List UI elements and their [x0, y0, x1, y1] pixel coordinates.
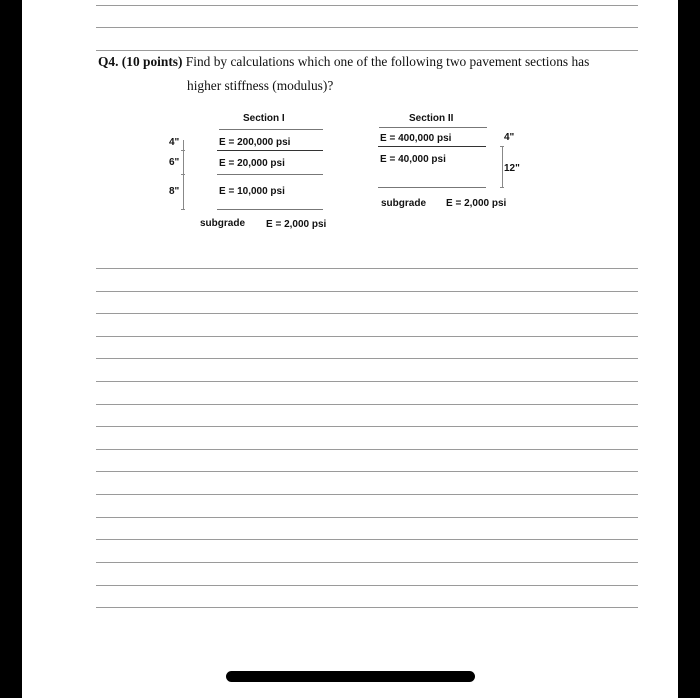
- ruled-line: [96, 494, 638, 495]
- section-1-layer-1: E = 200,000 psi: [219, 137, 291, 148]
- question-line-2: higher stiffness (modulus)?: [187, 78, 334, 93]
- ruled-line: [96, 471, 638, 472]
- section-1-subgrade-modulus: E = 2,000 psi: [266, 219, 327, 230]
- ruled-line: [96, 358, 638, 359]
- home-indicator-bar[interactable]: [226, 671, 475, 682]
- ruled-line: [96, 449, 638, 450]
- question-line-1: Find by calculations which one of the following two pavement sections has: [182, 54, 590, 69]
- ruled-line: [96, 517, 638, 518]
- ruled-line: [96, 268, 638, 269]
- dimension-tick: [181, 150, 185, 151]
- section-2-subgrade-label: subgrade: [381, 198, 427, 209]
- section-1-thickness-2: 6": [169, 157, 180, 168]
- layer-boundary-line: [217, 174, 323, 175]
- section-1-thickness-1: 4": [169, 137, 180, 148]
- layer-boundary-line: [217, 150, 323, 151]
- section-2-layer-2: E = 40,000 psi: [380, 154, 446, 165]
- layer-boundary-line: [378, 146, 486, 147]
- dimension-tick: [181, 174, 185, 175]
- ruled-line: [96, 27, 638, 28]
- ruled-line: [96, 5, 638, 6]
- section-1-title-line: [219, 129, 323, 130]
- layer-boundary-line: [378, 187, 486, 188]
- dimension-tick: [500, 187, 504, 188]
- section-2-subgrade-modulus: E = 2,000 psi: [446, 198, 507, 209]
- ruled-line: [96, 404, 638, 405]
- ruled-line: [96, 585, 638, 586]
- layer-boundary-line: [217, 209, 323, 210]
- section-1-layer-3: E = 10,000 psi: [219, 186, 285, 197]
- ruled-line: [96, 336, 638, 337]
- question-label: Q4. (10 points): [98, 54, 183, 69]
- section-1-layer-2: E = 20,000 psi: [219, 158, 285, 169]
- section-2-thickness-1: 4": [504, 132, 515, 143]
- section-1-subgrade-label: subgrade: [200, 218, 246, 229]
- document-page: [22, 0, 678, 698]
- section-1-title: Section I: [243, 113, 285, 124]
- ruled-line: [96, 539, 638, 540]
- question-text: [98, 50, 638, 98]
- ruled-line: [96, 313, 638, 314]
- section-2-layer-1: E = 400,000 psi: [380, 133, 452, 144]
- dimension-tick: [181, 209, 185, 210]
- ruled-line: [96, 291, 638, 292]
- ruled-line: [96, 562, 638, 563]
- ruled-line: [96, 607, 638, 608]
- section-2-dimension-line: [502, 146, 503, 188]
- section-2-title: Section II: [409, 113, 454, 124]
- section-2-title-line: [379, 127, 487, 128]
- ruled-line: [96, 381, 638, 382]
- section-1-thickness-3: 8": [169, 186, 180, 197]
- dimension-tick: [500, 146, 504, 147]
- ruled-line: [96, 426, 638, 427]
- section-2-thickness-2: 12": [504, 163, 520, 174]
